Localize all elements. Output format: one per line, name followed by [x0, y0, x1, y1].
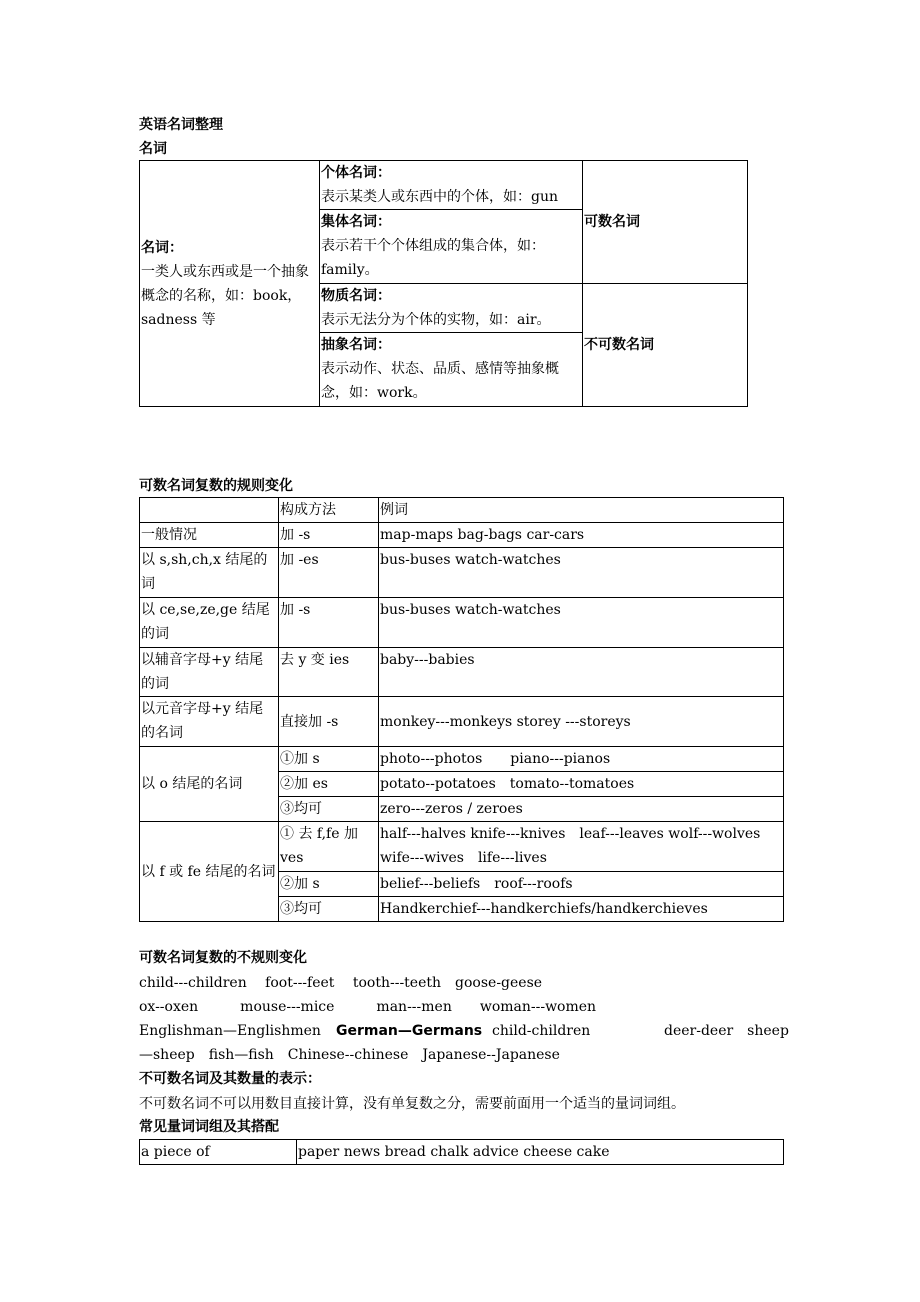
- measure-nouns: paper news bread chalk advice cheese cake: [297, 1140, 784, 1165]
- rule-example: zero---zeros / zeroes: [379, 797, 784, 822]
- irregular-line-3d: deer-deer sheep: [664, 1023, 789, 1039]
- rule-method: 加 -s: [279, 523, 379, 548]
- rule-method: 直接加 -s: [279, 697, 379, 747]
- rule-method: ②加 es: [279, 772, 379, 797]
- rule-example: potato--potatoes tomato--tomatoes: [379, 772, 784, 797]
- section-heading-measure-words: 常见量词词组及其搭配: [139, 1119, 279, 1135]
- type-cell-material: [320, 284, 583, 333]
- rule-condition: 以元音字母+y 结尾的名词: [140, 697, 279, 747]
- rule-example: map-maps bag-bags car-cars: [379, 523, 784, 548]
- measure-phrase: a piece of: [140, 1140, 297, 1165]
- rule-condition: 以 s,sh,ch,x 结尾的词: [140, 548, 279, 598]
- uncountable-description: 不可数名词不可以用数目直接计算，没有单复数之分，需要前面用一个适当的量词词组。: [139, 1096, 685, 1112]
- table-row: [140, 598, 784, 648]
- rule-method: ②加 s: [279, 872, 379, 897]
- rule-example: baby---babies: [379, 648, 784, 697]
- uncountable-label: 不可数名词: [583, 284, 748, 407]
- rule-example: bus-buses watch-watches: [379, 548, 784, 598]
- type-name: 集体名词：: [321, 214, 391, 230]
- type-desc: 表示若干个个体组成的集合体，如：family。: [321, 238, 545, 278]
- noun-classification-table: [139, 160, 748, 407]
- page-title: 英语名词整理: [139, 117, 223, 133]
- section-heading-uncountable: 不可数名词及其数量的表示：: [139, 1071, 321, 1087]
- type-name: 抽象名词：: [321, 337, 391, 353]
- table-row: [140, 648, 784, 697]
- section-heading-nouns: 名词: [139, 141, 167, 157]
- noun-definition-cell: [140, 161, 320, 407]
- rule-method: 加 -s: [279, 598, 379, 648]
- type-desc: 表示动作、状态、品质、感情等抽象概念，如：work。: [321, 361, 559, 401]
- rule-condition: 以 ce,se,ze,ge 结尾的词: [140, 598, 279, 648]
- type-cell-collective: [320, 210, 583, 284]
- rule-method: ③均可: [279, 797, 379, 822]
- header-cell-method: 构成方法: [279, 498, 379, 523]
- regular-plural-table: [139, 497, 784, 922]
- irregular-line-3c: child-children: [492, 1023, 591, 1039]
- rule-example: bus-buses watch-watches: [379, 598, 784, 648]
- noun-definition-text: 一类人或东西或是一个抽象概念的名称，如：book，sadness 等: [141, 263, 309, 328]
- rule-example: monkey---monkeys storey ---storeys: [379, 697, 784, 747]
- rule-condition: 以 f 或 fe 结尾的名词: [140, 822, 279, 922]
- type-cell-abstract: [320, 333, 583, 407]
- rule-method: ③均可: [279, 897, 379, 922]
- noun-definition-heading: 名词：: [141, 239, 183, 256]
- type-desc: 表示某类人或东西中的个体，如：gun: [321, 189, 558, 205]
- table-row: [140, 822, 784, 872]
- irregular-line-2: ox--oxen mouse---mice man---men woman---women: [139, 999, 597, 1015]
- type-name: 物质名词：: [321, 288, 391, 304]
- table-row: [140, 1140, 784, 1165]
- table-row: [140, 747, 784, 772]
- rule-method: 去 y 变 ies: [279, 648, 379, 697]
- irregular-line-3b: German—Germans: [336, 1023, 483, 1039]
- irregular-line-3a: Englishman—Englishmen: [139, 1023, 321, 1039]
- rule-condition: 以辅音字母+y 结尾的词: [140, 648, 279, 697]
- type-cell-individual: [320, 161, 583, 210]
- table-row: [140, 697, 784, 747]
- header-cell-example: 例词: [379, 498, 784, 523]
- rule-example: Handkerchief---handkerchiefs/handkerchieves: [379, 897, 784, 922]
- table-row: [140, 548, 784, 598]
- irregular-line-1: child---children foot---feet tooth---teeth goose-geese: [139, 975, 543, 991]
- rule-method: ①加 s: [279, 747, 379, 772]
- section-heading-regular-plural: 可数名词复数的规则变化: [139, 478, 293, 494]
- header-cell-condition: [140, 498, 279, 523]
- rule-method: ① 去 f,fe 加 ves: [279, 822, 379, 872]
- rule-example: belief---beliefs roof---roofs: [379, 872, 784, 897]
- rule-condition: 以 o 结尾的名词: [140, 747, 279, 822]
- countable-label: 可数名词: [583, 161, 748, 284]
- rule-example: photo---photos piano---pianos: [379, 747, 784, 772]
- irregular-line-4: —sheep fish—fish Chinese--chinese Japanese--Japanese: [139, 1047, 560, 1063]
- section-heading-irregular-plural: 可数名词复数的不规则变化: [139, 950, 307, 966]
- measure-words-table: [139, 1139, 784, 1165]
- type-name: 个体名词：: [321, 165, 391, 181]
- type-desc: 表示无法分为个体的实物，如：air。: [321, 312, 551, 328]
- rule-condition: 一般情况: [140, 523, 279, 548]
- rule-example: half---halves knife---knives leaf---leaves wolf---wolves wife---wives life---lives: [379, 822, 784, 872]
- rule-method: 加 -es: [279, 548, 379, 598]
- table-row: [140, 523, 784, 548]
